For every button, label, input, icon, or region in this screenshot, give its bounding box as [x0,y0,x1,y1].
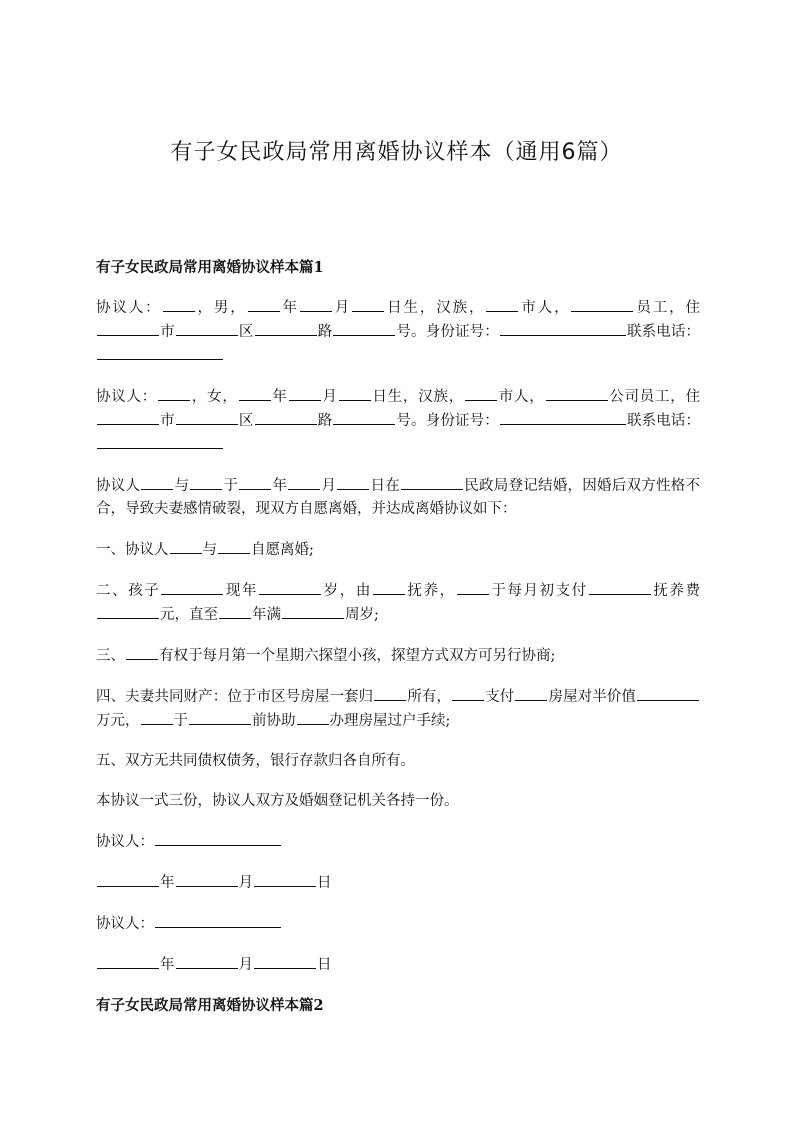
text: 抚养， [405,583,456,599]
document-title: 有子女民政局常用离婚协议样本（通用6篇） [170,140,623,165]
clause-2 [96,579,700,627]
party-2-info [96,385,700,457]
text: 自愿离婚; [251,542,314,558]
text: 与 [174,478,190,494]
section-2-heading: 有子女民政局常用离婚协议样本篇2 [96,997,324,1014]
text: 于 [173,713,188,729]
text: 四、夫妻共同财产：位于市区号房屋一套归 [96,689,374,705]
party-a-blank[interactable] [141,474,173,490]
text: 二、孩子 [96,583,161,599]
text: 有权于每月第一个星期六探望小孩，探望方式双方可另行协商; [159,648,556,664]
text: 于每月初支付 [489,583,588,599]
support-amount-blank-2[interactable] [97,603,159,619]
owner-blank[interactable] [374,685,406,701]
text: 月 [321,389,338,405]
text: 市人， [497,389,545,405]
party-1-info [96,296,700,368]
text: 号。身份证号： [396,324,499,340]
id-number-blank[interactable] [500,320,626,336]
text: 月 [321,478,337,494]
month-blank[interactable] [176,953,238,969]
text: 支付 [485,689,515,705]
city-blank[interactable] [465,385,497,401]
assister-blank[interactable] [141,709,173,725]
copies-note: 本协议一式三份，协议人双方及婚姻登记机关各持一份。 [96,793,459,809]
birth-year-blank[interactable] [248,296,280,312]
text: 所有， [407,689,452,705]
address-number-blank[interactable] [333,320,395,336]
signature-blank[interactable] [155,830,281,846]
birth-day-blank[interactable] [339,385,371,401]
day-blank[interactable] [254,953,316,969]
month-blank[interactable] [288,474,320,490]
text: 万元， [96,713,140,729]
text: 岁，由 [322,583,372,599]
marriage-info [96,474,700,521]
custodian-blank[interactable] [373,579,405,595]
child-name-blank[interactable] [161,579,223,595]
document-body [96,256,700,1034]
text: 区 [238,324,254,340]
text: 三、 [96,648,125,664]
text: 元，直至 [160,607,218,623]
employer-blank[interactable] [571,296,633,312]
address-city-blank[interactable] [97,409,159,425]
year-blank[interactable] [239,474,271,490]
text: 日生，汉族， [385,300,486,316]
phone-blank[interactable] [97,344,223,360]
text: 年满 [252,607,281,623]
birth-year-blank[interactable] [239,385,271,401]
text: 路 [317,324,333,340]
bureau-blank[interactable] [401,474,463,490]
clause-5: 五、双方无共同债权债务，银行存款归各自所有。 [96,753,415,769]
party-b-blank[interactable] [218,538,250,554]
year-blank[interactable] [97,871,159,887]
text: 市 [160,413,175,429]
birth-day-blank[interactable] [352,296,384,312]
employer-blank[interactable] [546,385,608,401]
text: 民政局登记结婚，因婚后双方性格不合，导致夫妻感情破裂，现双方自愿离婚，并达成离婚协议如下： [96,478,700,517]
text: 联系电话： [626,324,701,340]
value-blank[interactable] [637,685,699,701]
text: 协议人： [96,300,162,316]
birth-month-blank[interactable] [289,385,321,401]
age-limit-blank[interactable] [282,603,344,619]
text: 一、协议人 [96,542,169,558]
text: 年 [271,389,288,405]
address-city-blank[interactable] [97,320,159,336]
text: 协议人： [96,916,154,932]
name-blank[interactable] [163,296,195,312]
address-district-blank[interactable] [176,320,238,336]
child-blank[interactable] [219,603,251,619]
address-road-blank[interactable] [255,409,317,425]
day-blank[interactable] [337,474,369,490]
text: 年 [272,478,288,494]
transferee-blank[interactable] [297,709,329,725]
payee-blank[interactable] [515,685,547,701]
signature-line-1 [96,830,700,854]
text: 市 [160,324,175,340]
name-blank[interactable] [158,385,190,401]
phone-blank[interactable] [97,433,223,449]
year-blank[interactable] [97,953,159,969]
clause-4 [96,685,700,733]
text: 年 [160,957,175,973]
id-number-blank[interactable] [500,409,626,425]
text: 联系电话： [626,413,701,429]
text: ，男， [195,300,247,316]
text: 年 [280,300,299,316]
text: 房屋对半价值 [548,689,637,705]
party-b-blank[interactable] [190,474,222,490]
text: 区 [238,413,254,429]
child-age-blank[interactable] [259,579,321,595]
text: 日 [317,875,332,891]
text: 办理房屋过户手续; [329,713,451,729]
deadline-blank[interactable] [189,709,251,725]
text: 年 [160,875,175,891]
text: 路 [317,413,333,429]
text: ，女， [191,389,238,405]
city-blank[interactable] [486,296,518,312]
month-blank[interactable] [176,871,238,887]
address-road-blank[interactable] [255,320,317,336]
payer-blank[interactable] [457,579,489,595]
visitor-blank[interactable] [126,644,158,660]
date-line-2 [96,953,700,977]
support-amount-blank[interactable] [589,579,651,595]
text: 周岁; [345,607,379,623]
date-line-1 [96,871,700,895]
text: 员工，住 [634,300,701,316]
text: 号。身份证号： [396,413,499,429]
text: 月 [238,875,253,891]
signature-line-2 [96,912,700,936]
clause-3 [96,644,700,668]
text: 公司员工，住 [608,389,701,405]
section-1-heading: 有子女民政局常用离婚协议样本篇1 [96,259,324,276]
text: 抚养费 [651,583,701,599]
clause-1 [96,538,700,562]
text: 于 [223,478,239,494]
text: 协议人 [96,478,141,494]
text: 市人， [519,300,571,316]
text: 月 [332,300,352,316]
text: 现年 [224,583,259,599]
address-number-blank[interactable] [333,409,395,425]
text: 前协助 [252,713,296,729]
party-a-blank[interactable] [170,538,202,554]
text: 协议人： [96,389,158,405]
address-district-blank[interactable] [176,409,238,425]
payer-blank[interactable] [452,685,484,701]
text: 协议人： [96,834,154,850]
text: 月 [238,957,253,973]
text: 日 [317,957,332,973]
signature-blank[interactable] [155,912,281,928]
text: 日生，汉族， [371,389,464,405]
day-blank[interactable] [254,871,316,887]
text: 日在 [370,478,400,494]
birth-month-blank[interactable] [300,296,332,312]
text: 与 [202,542,217,558]
